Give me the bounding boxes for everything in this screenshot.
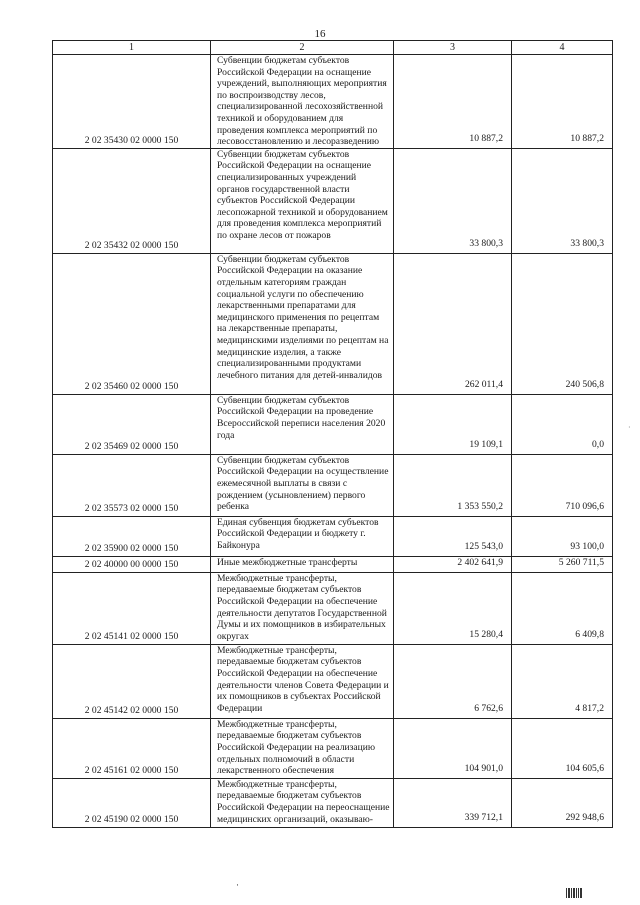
row-value-col3: 15 280,4 [394,572,512,644]
table-row [53,778,613,827]
table-row [53,556,613,572]
row-description: Субвенции бюджетам субъектов Российской Федерации на проведение Всероссийской переписи населения 2020 года [211,394,394,454]
budget-table [52,40,613,828]
row-description: Субвенции бюджетам субъектов Российской Федерации на оснащение специализированных учреждений органов государственной власти субъектов Российской Федерации лесопожарной техникой и оборудованием для проведения комплекса мероприятий по охране лесов от пожаров [211,148,394,253]
row-value-col4: 0,0 [512,394,613,454]
header-col-3: 3 [394,41,512,55]
row-description: Субвенции бюджетам субъектов Российской Федерации на осуществление ежемесячной выплаты в связи с рождением (усыновлением) первого ребенка [211,454,394,516]
row-value-col3: 19 109,1 [394,394,512,454]
row-description: Межбюджетные трансферты, передаваемые бюджетам субъектов Российской Федерации на обеспечение деятельности членов Совета Федерации и их помощников в субъектах Российской Федерации [211,644,394,718]
table-row [53,718,613,778]
row-description: Субвенции бюджетам субъектов Российской Федерации на оснащение учреждений, выполняющих мероприятия по воспроизводству лесов, специализированной лесохозяйственной техникой и оборудованием для проведения комплекса мероприятий по лесовосстановлению и лесоразведению [211,55,394,149]
header-col-2: 2 [211,41,394,55]
row-description: Субвенции бюджетам субъектов Российской Федерации на оказание отдельным категориям граждан социальной услуги по обеспечению лекарственными препаратами для медицинского применения по рецептам на лекарственные препараты, медицинскими изделиями по рецептам на медицинские изделия, а также специализированными продуктами лечебного питания для детей-инвалидов [211,253,394,394]
table-header-row [53,41,613,55]
table-row [53,394,613,454]
row-value-col3: 10 887,2 [394,55,512,149]
row-description: Иные межбюджетные трансферты [211,556,394,572]
row-code: 2 02 35430 02 0000 150 [53,55,211,149]
row-code: 2 02 45190 02 0000 150 [53,778,211,827]
row-value-col3: 125 543,0 [394,516,512,556]
row-value-col4: 6 409,8 [512,572,613,644]
table-row [53,148,613,253]
row-value-col3: 1 353 550,2 [394,454,512,516]
row-value-col4: 93 100,0 [512,516,613,556]
table-row [53,253,613,394]
row-value-col4: 710 096,6 [512,454,613,516]
margin-mark: · [628,423,631,432]
row-description: Межбюджетные трансферты, передаваемые бюджетам субъектов Российской Федерации на переоснащение медицинских организаций, оказываю- [211,778,394,827]
row-code: 2 02 35573 02 0000 150 [53,454,211,516]
row-value-col4: 33 800,3 [512,148,613,253]
table-row [53,644,613,718]
row-value-col4: 10 887,2 [512,55,613,149]
table-row [53,454,613,516]
barcode-icon [566,888,586,898]
row-value-col3: 262 011,4 [394,253,512,394]
row-code: 2 02 35460 02 0000 150 [53,253,211,394]
row-description: Единая субвенция бюджетам субъектов Российской Федерации и бюджету г. Байконура [211,516,394,556]
row-value-col4: 104 605,6 [512,718,613,778]
header-col-1: 1 [53,41,211,55]
table-row [53,516,613,556]
row-code: 2 02 40000 00 0000 150 [53,556,211,572]
row-value-col3: 2 402 641,9 [394,556,512,572]
row-value-col4: 240 506,8 [512,253,613,394]
page-number: 16 [314,28,326,40]
row-code: 2 02 35900 02 0000 150 [53,516,211,556]
row-value-col3: 339 712,1 [394,778,512,827]
table-row [53,55,613,149]
row-description: Межбюджетные трансферты, передаваемые бюджетам субъектов Российской Федерации на реализацию отдельных полномочий в области лекарственного обеспечения [211,718,394,778]
row-value-col4: 292 948,6 [512,778,613,827]
row-value-col4: 4 817,2 [512,644,613,718]
row-value-col4: 5 260 711,5 [512,556,613,572]
header-col-4: 4 [512,41,613,55]
row-code: 2 02 35432 02 0000 150 [53,148,211,253]
row-value-col3: 104 901,0 [394,718,512,778]
row-value-col3: 33 800,3 [394,148,512,253]
row-code: 2 02 45161 02 0000 150 [53,718,211,778]
row-code: 2 02 45141 02 0000 150 [53,572,211,644]
row-code: 2 02 45142 02 0000 150 [53,644,211,718]
table-row [53,572,613,644]
scan-dot: · [236,880,239,890]
row-description: Межбюджетные трансферты, передаваемые бюджетам субъектов Российской Федерации на обеспечение деятельности депутатов Государственной Думы и их помощников в избирательных округах [211,572,394,644]
row-value-col3: 6 762,6 [394,644,512,718]
row-code: 2 02 35469 02 0000 150 [53,394,211,454]
